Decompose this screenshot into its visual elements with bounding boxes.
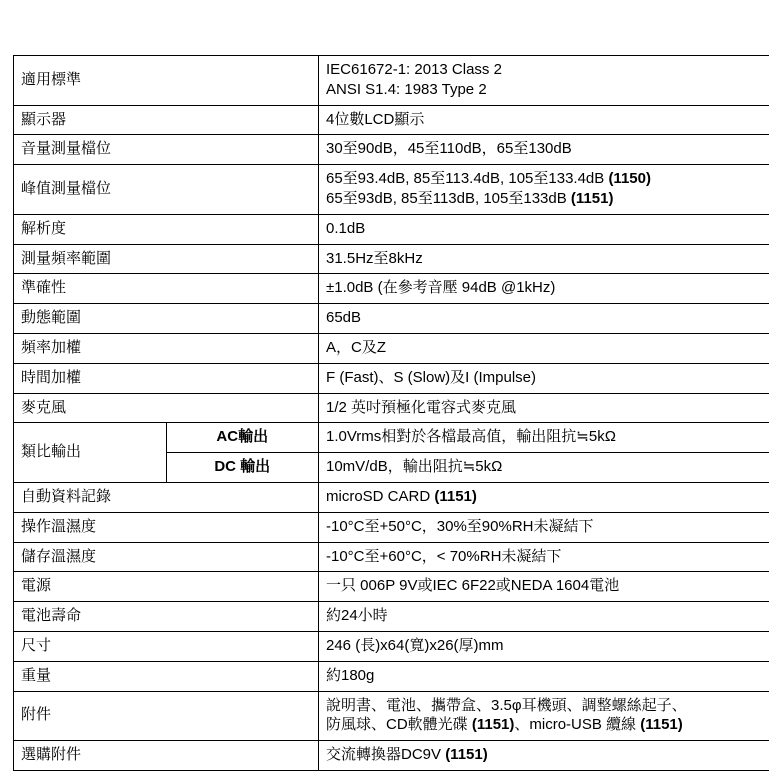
row-value <box>319 602 769 632</box>
table-row <box>14 423 769 453</box>
table-row <box>14 661 769 691</box>
row-value <box>319 56 769 106</box>
row-label: 適用標準 <box>14 56 319 106</box>
value-line: -10°C至+60°C，< 70%RH未凝結下 <box>326 547 769 567</box>
row-value <box>319 393 769 423</box>
row-label: 重量 <box>14 661 319 691</box>
table-row <box>14 393 769 423</box>
row-value <box>319 631 769 661</box>
row-label: 附件 <box>14 691 319 741</box>
table-row <box>14 56 769 106</box>
value-line: 65至93.4dB, 85至113.4dB, 105至133.4dB (1150) <box>326 169 769 189</box>
row-label: 時間加權 <box>14 363 319 393</box>
row-value <box>319 741 769 771</box>
row-label: 頻率加權 <box>14 333 319 363</box>
row-value <box>319 661 769 691</box>
row-sublabel: DC 輸出 <box>166 453 319 483</box>
row-value <box>319 214 769 244</box>
row-value <box>319 165 769 215</box>
model-tag: (1151) <box>571 190 614 207</box>
table-row <box>14 363 769 393</box>
row-value <box>319 512 769 542</box>
row-value <box>319 542 769 572</box>
row-value <box>319 453 769 483</box>
row-label: 選購附件 <box>14 741 319 771</box>
table-row <box>14 482 769 512</box>
row-label: 操作溫濕度 <box>14 512 319 542</box>
table-row <box>14 741 769 771</box>
row-value <box>319 274 769 304</box>
value-line: 31.5Hz至8kHz <box>326 249 769 269</box>
value-line: microSD CARD (1151) <box>326 487 769 507</box>
row-value <box>319 105 769 135</box>
value-line: 約180g <box>326 666 769 686</box>
value-line: -10°C至+50°C，30%至90%RH未凝結下 <box>326 517 769 537</box>
row-value <box>319 691 769 741</box>
row-label: 麥克風 <box>14 393 319 423</box>
model-tag: (1151) <box>640 716 683 733</box>
row-value <box>319 572 769 602</box>
value-line: ANSI S1.4: 1983 Type 2 <box>326 80 769 100</box>
value-line: 1.0Vrms相對於各檔最高值，輸出阻抗≒5kΩ <box>326 427 769 447</box>
row-label: 解析度 <box>14 214 319 244</box>
value-line: F (Fast)、S (Slow)及I (Impulse) <box>326 368 769 388</box>
table-row <box>14 135 769 165</box>
value-line: 30至90dB，45至110dB，65至130dB <box>326 139 769 159</box>
table-row <box>14 542 769 572</box>
value-line: 說明書、電池、攜帶盒、3.5φ耳機頭、調整螺絲起子、 <box>326 696 769 716</box>
row-label: 自動資料記錄 <box>14 482 319 512</box>
model-tag: (1151) <box>434 488 477 505</box>
table-row <box>14 274 769 304</box>
value-line: A，C及Z <box>326 338 769 358</box>
value-line: 0.1dB <box>326 219 769 239</box>
row-label: 尺寸 <box>14 631 319 661</box>
table-row <box>14 691 769 741</box>
spec-sheet <box>13 55 756 771</box>
value-line: 246 (長)x64(寬)x26(厚)mm <box>326 636 769 656</box>
specifications-table <box>13 55 769 771</box>
table-row <box>14 304 769 334</box>
row-value <box>319 423 769 453</box>
row-value <box>319 333 769 363</box>
row-label: 儲存溫濕度 <box>14 542 319 572</box>
model-tag: (1151) <box>445 746 488 763</box>
table-row <box>14 333 769 363</box>
specifications-table-body <box>14 56 769 771</box>
model-tag: (1151) <box>472 716 515 733</box>
row-label: 顯示器 <box>14 105 319 135</box>
row-value <box>319 363 769 393</box>
value-line: 約24小時 <box>326 606 769 626</box>
value-line: 防風球、CD軟體光碟 (1151)、micro-USB 纜線 (1151) <box>326 715 769 735</box>
table-row <box>14 214 769 244</box>
value-line: 1/2 英吋預極化電容式麥克風 <box>326 398 769 418</box>
value-line: 一只 006P 9V或IEC 6F22或NEDA 1604電池 <box>326 576 769 596</box>
row-label: 音量測量檔位 <box>14 135 319 165</box>
row-label: 電池壽命 <box>14 602 319 632</box>
table-row <box>14 602 769 632</box>
row-value <box>319 135 769 165</box>
table-row <box>14 631 769 661</box>
value-line: ±1.0dB (在參考音壓 94dB @1kHz) <box>326 278 769 298</box>
row-label: 電源 <box>14 572 319 602</box>
value-line: 10mV/dB，輸出阻抗≒5kΩ <box>326 457 769 477</box>
row-label: 峰值測量檔位 <box>14 165 319 215</box>
value-line: 65至93dB, 85至113dB, 105至133dB (1151) <box>326 189 769 209</box>
row-label: 測量頻率範圍 <box>14 244 319 274</box>
value-line: 交流轉換器DC9V (1151) <box>326 745 769 765</box>
row-value <box>319 244 769 274</box>
value-line: 65dB <box>326 308 769 328</box>
table-row <box>14 105 769 135</box>
table-row <box>14 512 769 542</box>
table-row <box>14 165 769 215</box>
table-row <box>14 572 769 602</box>
row-label: 類比輸出 <box>14 423 167 483</box>
row-value <box>319 304 769 334</box>
table-row <box>14 244 769 274</box>
value-line: IEC61672-1: 2013 Class 2 <box>326 60 769 80</box>
row-label: 準確性 <box>14 274 319 304</box>
value-line: 4位數LCD顯示 <box>326 110 769 130</box>
row-label: 動態範圍 <box>14 304 319 334</box>
row-sublabel: AC輸出 <box>166 423 319 453</box>
model-tag: (1150) <box>608 170 651 187</box>
row-value <box>319 482 769 512</box>
